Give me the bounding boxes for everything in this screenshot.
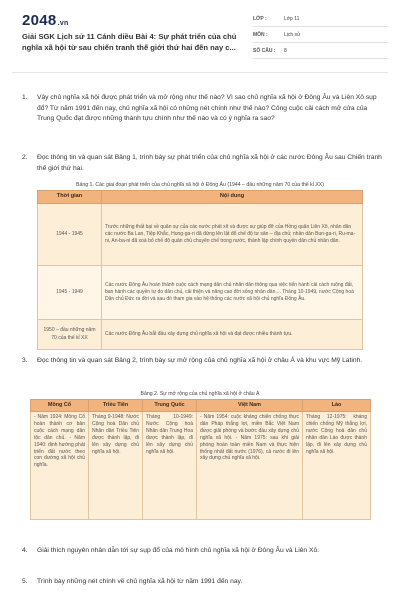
country-cell: Tháng 12-1975: kháng chiến chống Mỹ thắng lợi, nước Cộng hoà dân chủ nhân dân Lào được thành lập, đi lên xây dựng chủ nghĩa xã hội. [303,412,371,520]
country-cell: - Năm 1924: Mông Cổ hoàn thành cơ bản cuộc cách mạng dân tộc dân chủ. - Năm 1940: định hướng phát triển đất nước theo con đường xã hội chủ nghĩa. [31,412,89,520]
table-1-figure [37,180,363,380]
table-1-caption: Bảng 1. Các giai đoạn phát triển của chủ nghĩa xã hội ở Đông Âu (1944 – đầu những năm 70 của thế kỉ XX) [76,182,324,188]
table-row [31,412,371,520]
question-number: 1. [22,94,28,101]
column-header: Mông Cổ [31,400,89,412]
period-cell: 1950 – đầu những năm 70 của thế kỉ XX [38,320,102,350]
question-number: 3. [22,357,28,364]
column-header: Trung Quốc [143,400,197,412]
table-header-row [38,191,363,204]
logo-text: 2048 [22,12,57,29]
country-cell: Tháng 9-1948: Nước Cộng hoà Dân chủ Nhân dân Triều Tiên được thành lập, đi lên xây dựng chủ nghĩa xã hội. [89,412,143,520]
meta-value: Lịch sử [284,31,301,38]
table-row [38,204,363,266]
page-header [0,0,400,70]
meta-label: LỚP : [253,15,267,22]
meta-label: SỐ CÂU : [253,47,276,54]
site-logo[interactable] [22,12,69,29]
country-cell: Tháng 10-1949: Nước Cộng hoà Nhân dân Trung Hoa được thành lập, đi lên xây dựng chủ nghĩa xã hội. [143,412,197,520]
content-cell: Trước những thất bại về quân sự của các nước phát xít và được sự giúp đỡ của Hồng quân Liên Xô, nhân dân các nước Ba Lan, Tiệp Khắc, Hung-ga-ri đã đứng lên lật đổ chế độ tư sản – địa chủ; nhân dân Bun-ga-ri, Ru-ma-ni, An-ba-ni đã xoá bỏ chế độ quân chủ chuyên chế trong nước, thành lập chính quyền dân chủ nhân dân. [102,204,363,266]
column-header: Triều Tiên [89,400,143,412]
document-title: Giải SGK Lịch sử 11 Cánh diều Bài 4: Sự phát triển của chủ nghĩa xã hội từ sau chiến tranh thế giới thứ hai đến nay c... [22,32,237,52]
column-header: Lào [303,400,371,412]
period-cell: 1945 - 1949 [38,266,102,320]
column-header: Nội dung [102,191,363,204]
table-row [38,320,363,350]
question-text: Đọc thông tin và quan sát Bảng 2, trình bày sự mở rộng của chủ nghĩa xã hội ở châu Á và khu vực Mỹ Latinh. [37,357,363,364]
question-text: Vậy chủ nghĩa xã hội được phát triển và mở rộng như thế nào? Vì sao chủ nghĩa xã hội ở Đông Âu và Liên Xô sụp đổ? Từ năm 1991 đến nay, chủ nghĩa xã hội có những nét chính như thế nào? Công cuộc cải cách mở cửa của Trung Quốc đạt được những thành tựu chính như thế nào và có ý nghĩa ra sao? [37,94,377,123]
meta-value: Lớp 11 [284,15,300,22]
table-2-figure [30,389,370,524]
question-text: Đọc thông tin và quan sát Bảng 1, trình bày sự phát triển của chủ nghĩa xã hội ở các nước Đông Âu sau Chiến tranh thế giới thứ hai. [37,154,382,172]
content-cell: Các nước Đông Âu hoàn thành cuộc cách mạng dân chủ nhân dân thông qua việc tiến hành cải cách ruộng đất, ban hành các quyền tự do dân chủ, cải thiện và nâng cao đời sống nhân dân,... Tháng 10-1949, nước Cộng hoà Dân chủ Đức ra đời và sau đó tham gia vào hệ thống các nước xã hội chủ nghĩa Đông Âu. [102,266,363,320]
table-1 [37,190,363,350]
question-number: 4. [22,547,28,554]
table-2-caption: Bảng 2. Sự mở rộng của chủ nghĩa xã hội ở châu Á [140,391,260,397]
question-number: 2. [22,154,28,161]
meta-row-class [253,11,388,27]
question-number: 5. [22,578,28,585]
logo-suffix: .vn [57,20,69,27]
meta-value: 8 [284,47,287,54]
question-text: Trình bày những nét chính về chủ nghĩa xã hội từ năm 1991 đến nay. [37,578,243,585]
meta-info [253,11,388,59]
meta-row-count [253,43,388,59]
column-header: Thời gian [38,191,102,204]
header-divider [12,72,388,73]
question-text: Giải thích nguyên nhân dẫn tới sự sụp đổ của mô hình chủ nghĩa xã hội ở Đông Âu và Liên Xô. [37,547,320,554]
table-row [38,266,363,320]
meta-row-subject [253,27,388,43]
table-2 [30,399,371,520]
country-cell: - Năm 1954: cuộc kháng chiến chống thực dân Pháp thắng lợi, miền Bắc Việt Nam được giải phóng và bước đầu xây dựng chủ nghĩa xã hội. - Năm 1975: sau khi giải phóng hoàn toàn miền Nam và thực hiện thống nhất đất nước (1976), cả nước đi lên xây dựng chủ nghĩa xã hội. [197,412,303,520]
table-header-row [31,400,371,412]
period-cell: 1944 - 1945 [38,204,102,266]
meta-label: MÔN : [253,31,268,38]
content-cell: Các nước Đông Âu bắt đầu xây dựng chủ nghĩa xã hội và đạt được nhiều thành tựu. [102,320,363,350]
column-header: Việt Nam [197,400,303,412]
